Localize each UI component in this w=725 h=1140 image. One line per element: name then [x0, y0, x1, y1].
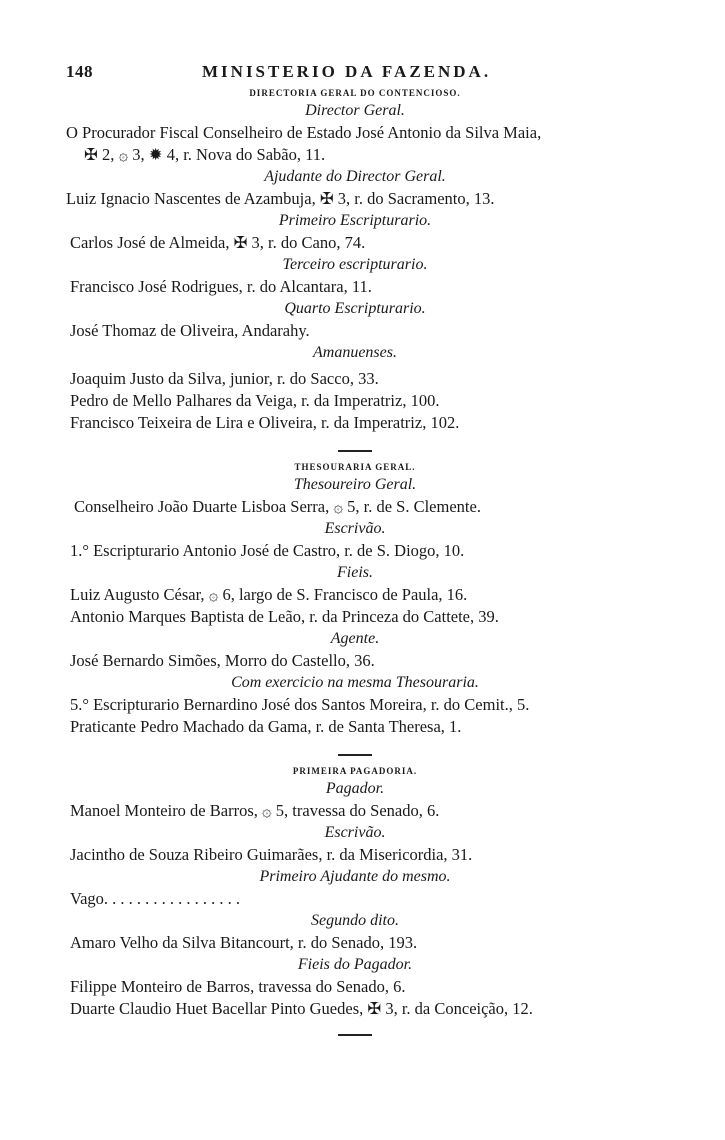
- entry-line: Luiz Augusto César, ۞ 6, largo de S. Francisco de Paula, 16.: [70, 585, 468, 604]
- entry-line: José Bernardo Simões, Morro do Castello, 36.: [70, 651, 375, 670]
- post-title: Amanuenses.: [313, 344, 397, 361]
- post-title: Fieis do Pagador.: [297, 956, 413, 973]
- section-contencioso: [66, 88, 640, 434]
- entry-line: Duarte Claudio Huet Bacellar Pinto Guedes, ✠ 3, r. da Conceição, 12.: [70, 999, 533, 1018]
- post-title: Escrivão.: [324, 824, 386, 841]
- section-title: DIRECTORIA GERAL DO CONTENCIOSO.: [249, 88, 461, 98]
- post-title: Ajudante do Director Geral.: [264, 168, 446, 185]
- entry-line: Antonio Marques Baptista de Leão, r. da Princeza do Cattete, 39.: [70, 607, 499, 626]
- entry-line: Joaquim Justo da Silva, junior, r. do Sacco, 33.: [70, 369, 379, 388]
- section-divider: [338, 450, 372, 452]
- post-title: Pagador.: [325, 780, 385, 797]
- entry-line: O Procurador Fiscal Conselheiro de Estado José Antonio da Silva Maia,: [66, 123, 542, 142]
- page-header: [66, 60, 640, 86]
- document-page: [66, 60, 640, 1046]
- post-title: Quarto Escripturario.: [284, 300, 426, 317]
- entry-line: José Thomaz de Oliveira, Andarahy.: [70, 321, 310, 340]
- entry-line: Vago. . . . . . . . . . . . . . . . .: [70, 889, 241, 908]
- entry-line: Carlos José de Almeida, ✠ 3, r. do Cano, 74.: [70, 233, 366, 252]
- entry-line: Amaro Velho da Silva Bitancourt, r. do Senado, 193.: [70, 933, 418, 952]
- post-title: Director Geral.: [305, 102, 405, 119]
- post-title: Fieis.: [337, 564, 373, 581]
- entry-line: 1.° Escripturario Antonio José de Castro, r. de S. Diogo, 10.: [70, 541, 465, 560]
- section-thesouraria: [70, 462, 640, 738]
- running-title: MINISTERIO DA FAZENDA.: [202, 62, 492, 81]
- entry-line: 5.° Escripturario Bernardino José dos Santos Moreira, r. do Cemit., 5.: [70, 695, 530, 714]
- entry-line: Conselheiro João Duarte Lisboa Serra, ۞ 5, r. de S. Clemente.: [74, 497, 481, 516]
- section-divider: [338, 754, 372, 756]
- post-title: Segundo dito.: [311, 912, 399, 929]
- entry-line: ✠ 2, ۞ 3, ✹ 4, r. Nova do Sabão, 11.: [84, 145, 326, 164]
- end-divider: [338, 1034, 372, 1036]
- entry-line: Jacintho de Souza Ribeiro Guimarães, r. da Misericordia, 31.: [70, 845, 473, 864]
- post-title: Agente.: [330, 630, 380, 647]
- post-title: Primeiro Escripturario.: [278, 212, 432, 229]
- post-title: Terceiro escripturario.: [282, 256, 428, 273]
- post-title: Escrivão.: [324, 520, 386, 537]
- entry-line: Luiz Ignacio Nascentes de Azambuja, ✠ 3, r. do Sacramento, 13.: [66, 189, 495, 208]
- entry-line: Pedro de Mello Palhares da Veiga, r. da Imperatriz, 100.: [70, 391, 440, 410]
- post-title: Com exercicio na mesma Thesouraria.: [231, 674, 479, 691]
- section-title: THESOURARIA GERAL.: [294, 462, 416, 472]
- post-title: Primeiro Ajudante do mesmo.: [259, 868, 451, 885]
- section-title: PRIMEIRA PAGADORIA.: [292, 766, 418, 776]
- entry-line: Filippe Monteiro de Barros, travessa do Senado, 6.: [70, 977, 406, 996]
- entry-line: Praticante Pedro Machado da Gama, r. de Santa Theresa, 1.: [70, 717, 462, 736]
- section-pagadoria: [70, 766, 640, 1020]
- entry-line: Francisco Teixeira de Lira e Oliveira, r. da Imperatriz, 102.: [70, 413, 460, 432]
- entry-line: Francisco José Rodrigues, r. do Alcantara, 11.: [70, 277, 372, 296]
- entry-line: Manoel Monteiro de Barros, ۞ 5, travessa do Senado, 6.: [70, 801, 440, 820]
- post-title: Thesoureiro Geral.: [293, 476, 417, 493]
- page-number: 148: [66, 62, 93, 81]
